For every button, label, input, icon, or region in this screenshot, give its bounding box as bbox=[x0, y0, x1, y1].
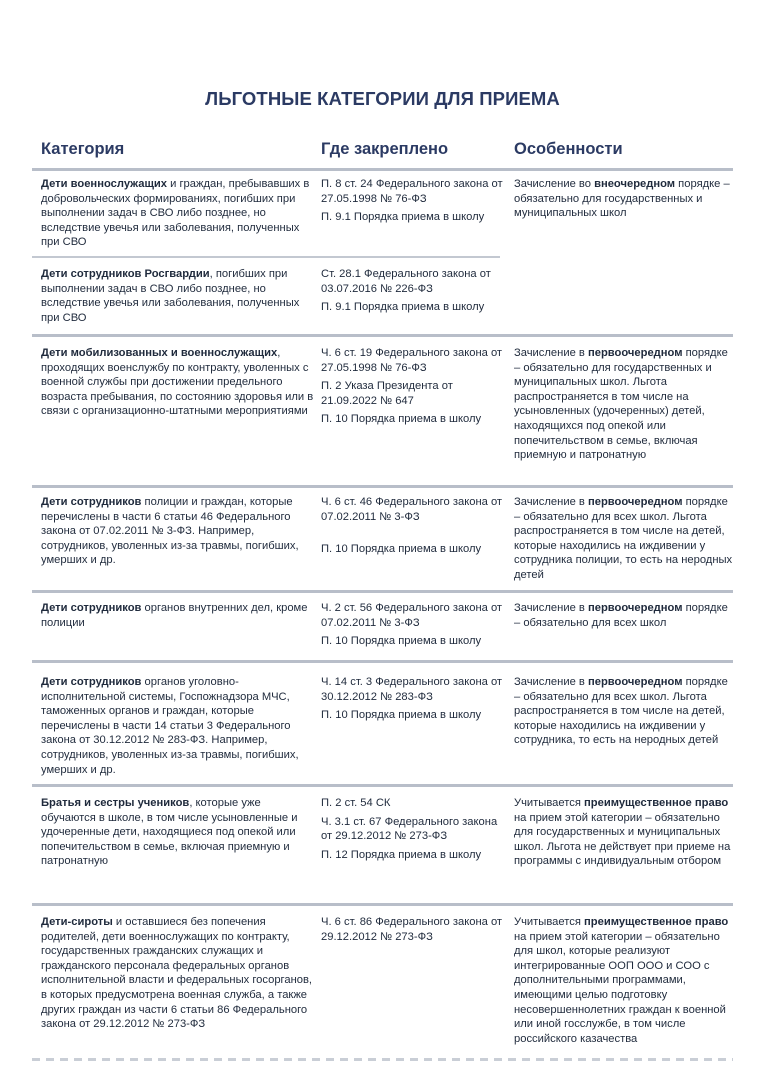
category-cell: Дети-сироты и оставшиеся без попечения родителей, дети военнослужащих по контракту, государственных гражданских служащих и гражданского персонала федеральных органов исполнительной власти и федеральных госорганов, в которых предусмотрена военная служба, а также других граждан из части 6 статьи 86 Федерального закона от 29.12.2012 № 273-ФЗ bbox=[41, 916, 313, 1031]
where-cell: Ч. 6 ст. 86 Федерального закона от 29.12.2012 № 273-ФЗ bbox=[321, 916, 503, 943]
header-category: Категория bbox=[41, 140, 125, 158]
features-cell: Учитывается преимущественное право на прием этой категории – обязательно для государственных и муниципальных школ. Льгота не действует при приеме на программы с индивидуальным отбором bbox=[514, 797, 731, 868]
category-cell: Братья и сестры учеников, которые уже обучаются в школе, в том числе усыновленные и удочеренные дети, находящиеся под опекой или попечительством в семье, включая приемную и патронатную bbox=[41, 797, 298, 868]
category-cell: Дети военнослужащих и граждан, пребывавших в добровольческих формированиях, погибших при выполнении задач в СВО либо позднее, но вследствие увечья или заболевания, полученных при СВО bbox=[41, 178, 310, 249]
row-divider bbox=[32, 256, 500, 258]
where-cell: Ч. 14 ст. 3 Федерального закона от 30.12.2012 № 283-ФЗ П. 10 Порядка приема в школу bbox=[321, 676, 503, 722]
row-divider bbox=[32, 590, 733, 593]
category-cell: Дети сотрудников полиции и граждан, которые перечислены в части 6 статьи 46 Федерального закона от 07.02.2011 № 3-ФЗ. Например, сотрудников, уволенных из-за травмы, погибших, умерших и др. bbox=[41, 496, 299, 567]
features-cell: Учитывается преимущественное право на прием этой категории – обязательно для школ, которые реализуют интегрированные ООП ООО и СОО с дополнительными программами, имеющими целью подготовку несовершеннолетних граждан к военной или иной госслужбе, в том числе российского казачества bbox=[514, 916, 729, 1045]
row-divider bbox=[32, 660, 733, 663]
features-cell: Зачисление в первоочередном порядке – обязательно для всех школ. Льгота распространяется в том числе на детей, которые находились на иждивении у сотрудника, то есть на неродных детей bbox=[514, 676, 728, 747]
where-cell: Ч. 6 ст. 19 Федерального закона от 27.05.1998 № 76-ФЗ П. 2 Указа Президента от 21.09.2022 № 647 П. 10 Порядка приема в школу bbox=[321, 347, 503, 426]
category-cell: Дети сотрудников органов уголовно-исполнительной системы, Госпожнадзора МЧС, таможенных органов и граждан, которые перечислены в части 14 статьи 3 Федерального закона от 30.12.2012 № 283-ФЗ. Например, сотрудников, уволенных из-за травмы, погибших, умерших и др. bbox=[41, 676, 299, 776]
table-header bbox=[32, 140, 732, 166]
features-cell: Зачисление в первоочередном порядке – обязательно для всех школ bbox=[514, 602, 728, 629]
header-where: Где закреплено bbox=[321, 140, 449, 158]
header-features: Особенности bbox=[514, 140, 623, 158]
row-divider bbox=[32, 334, 733, 337]
bottom-divider bbox=[32, 1058, 733, 1061]
features-cell: Зачисление во внеочередном порядке – обязательно для государственных и муниципальных школ bbox=[514, 178, 730, 220]
where-cell: Ч. 6 ст. 46 Федерального закона от 07.02.2011 № 3-ФЗ П. 10 Порядка приема в школу bbox=[321, 496, 503, 556]
where-cell: Ч. 2 ст. 56 Федерального закона от 07.02.2011 № 3-ФЗ П. 10 Порядка приема в школу bbox=[321, 602, 503, 648]
features-cell: Зачисление в первоочередном порядке – обязательно для всех школ. Льгота распространяется в том числе на детей, которые находились на иждивении у сотрудника полиции, то есть на неродных детей bbox=[514, 496, 733, 581]
row-divider bbox=[32, 485, 733, 488]
where-cell: П. 2 ст. 54 СК Ч. 3.1 ст. 67 Федерального закона от 29.12.2012 № 273-ФЗ П. 12 Порядка приема в школу bbox=[321, 797, 498, 861]
page-title: ЛЬГОТНЫЕ КАТЕГОРИИ ДЛЯ ПРИЕМА bbox=[205, 88, 560, 109]
where-cell: Ст. 28.1 Федерального закона от 03.07.2016 № 226-ФЗ П. 9.1 Порядка приема в школу bbox=[321, 268, 491, 314]
row-divider bbox=[32, 784, 733, 787]
row-divider bbox=[32, 903, 733, 906]
category-cell: Дети мобилизованных и военнослужащих, проходящих военслужбу по контракту, уволенных с военной службы при достижении предельного возраста пребывания, по состоянию здоровья или в связи с организационно-штатными мероприятиями bbox=[41, 347, 314, 418]
header-divider bbox=[32, 168, 733, 171]
where-cell: П. 8 ст. 24 Федерального закона от 27.05.1998 № 76-ФЗ П. 9.1 Порядка приема в школу bbox=[321, 178, 503, 224]
category-cell: Дети сотрудников органов внутренних дел, кроме полиции bbox=[41, 602, 308, 629]
category-cell: Дети сотрудников Росгвардии, погибших при выполнении задач в СВО либо позднее, но вследствие увечья или заболевания, полученных при СВО bbox=[41, 268, 300, 324]
features-cell: Зачисление в первоочередном порядке – обязательно для государственных и муниципальных школ. Льгота распространяется в том числе на усыновленных (удочеренных) детей, находящихся под опекой или попечительством в семье, включая приемную и патронатную bbox=[514, 347, 728, 462]
